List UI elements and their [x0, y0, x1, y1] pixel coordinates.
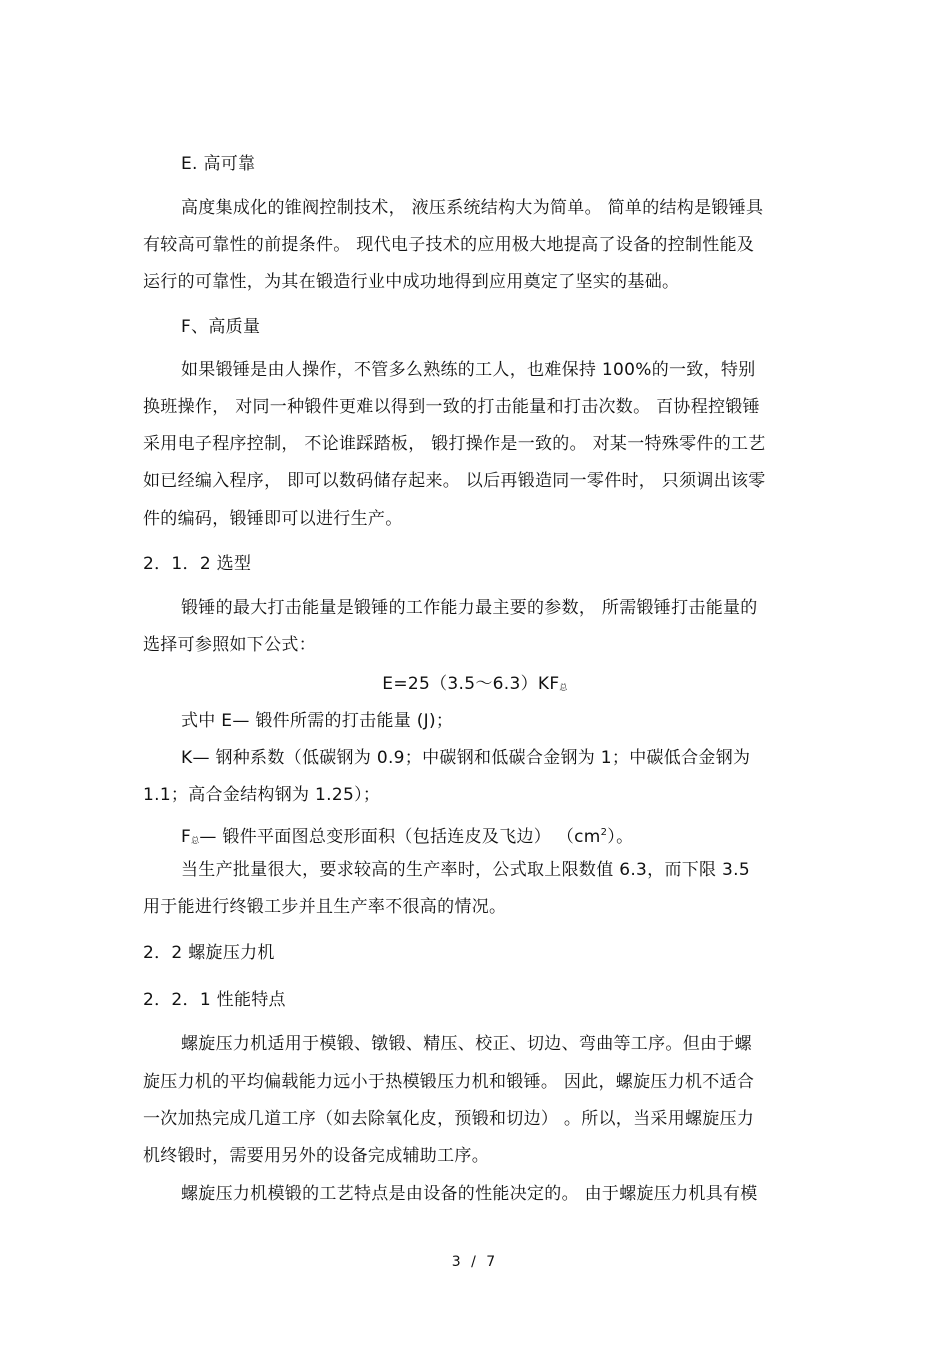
- paragraph-line: 采用电子程序控制， 不论谁踩踏板， 锻打操作是一致的。 对某一特殊零件的工艺: [143, 434, 766, 454]
- paragraph-line: 运行的可靠性，为其在锻造行业中成功地得到应用奠定了坚实的基础。: [143, 272, 680, 292]
- heading-2-2-1: 2．2．1 性能特点: [143, 990, 286, 1010]
- heading-2-2: 2．2 螺旋压力机: [143, 943, 275, 963]
- definition-f: [181, 822, 633, 852]
- paragraph-line: 有较高可靠性的前提条件。 现代电子技术的应用极大地提高了设备的控制性能及: [143, 235, 755, 255]
- formula-subscript: 总: [559, 683, 568, 692]
- formula: [0, 673, 950, 699]
- paragraph-line: 件的编码，锻锤即可以进行生产。: [143, 509, 403, 529]
- paragraph-line: 一次加热完成几道工序（如去除氧化皮，预锻和切边） 。所以，当采用螺旋压力: [143, 1109, 755, 1129]
- def-f-superscript: 2: [600, 827, 608, 838]
- def-f-subscript: 总: [191, 836, 200, 845]
- section-f-heading: F、高质量: [181, 317, 261, 337]
- paragraph-line: 换班操作， 对同一种锻件更难以得到一致的打击能量和打击次数。 百协程控锻锤: [143, 397, 760, 417]
- paragraph-line: 旋压力机的平均偏载能力远小于热模锻压力机和锻锤。 因此，螺旋压力机不适合: [143, 1072, 755, 1092]
- paragraph-line: 螺旋压力机适用于模锻、镦锻、精压、校正、切边、弯曲等工序。但由于螺: [181, 1034, 752, 1054]
- heading-2-1-2: 2．1．2 选型: [143, 554, 252, 574]
- definition-e: 式中 E— 锻件所需的打击能量 (J)；: [181, 711, 454, 731]
- paragraph-line: 当生产批量很大，要求较高的生产率时，公式取上限数值 6.3，而下限 3.5: [181, 860, 750, 880]
- definition-k-cont: 1.1；高合金结构钢为 1.25）；: [143, 785, 381, 805]
- def-f-symbol: F: [181, 827, 192, 847]
- def-f-end: ）。: [607, 827, 634, 847]
- paragraph-line: 如果锻锤是由人操作，不管多么熟练的工人，也难保持 100%的一致，特别: [181, 360, 756, 380]
- formula-main: E=25（3.5～6.3）KF: [382, 674, 560, 694]
- paragraph-line: 螺旋压力机模锻的工艺特点是由设备的性能决定的。 由于螺旋压力机具有模: [181, 1184, 758, 1204]
- paragraph-line: 如已经编入程序， 即可以数码储存起来。 以后再锻造同一零件时， 只须调出该零: [143, 471, 766, 491]
- definition-k: K— 钢种系数（低碳钢为 0.9；中碳钢和低碳合金钢为 1；中碳低合金钢为: [181, 748, 751, 768]
- paragraph-line: 选择可参照如下公式：: [143, 635, 316, 655]
- paragraph-line: 机终锻时，需要用另外的设备完成辅助工序。: [143, 1146, 489, 1166]
- page-number: 3 / 7: [451, 1254, 499, 1270]
- paragraph-line: 用于能进行终锻工步并且生产率不很高的情况。: [143, 897, 507, 917]
- paragraph-line: 锻锤的最大打击能量是锻锤的工作能力最主要的参数， 所需锻锤打击能量的: [181, 598, 758, 618]
- paragraph-line: 高度集成化的锥阀控制技术， 液压系统结构大为简单。 简单的结构是锻锤具: [181, 198, 764, 218]
- section-e-heading: E. 高可靠: [181, 154, 256, 174]
- def-f-text: — 锻件平面图总变形面积（包括连皮及飞边） （cm: [199, 827, 601, 847]
